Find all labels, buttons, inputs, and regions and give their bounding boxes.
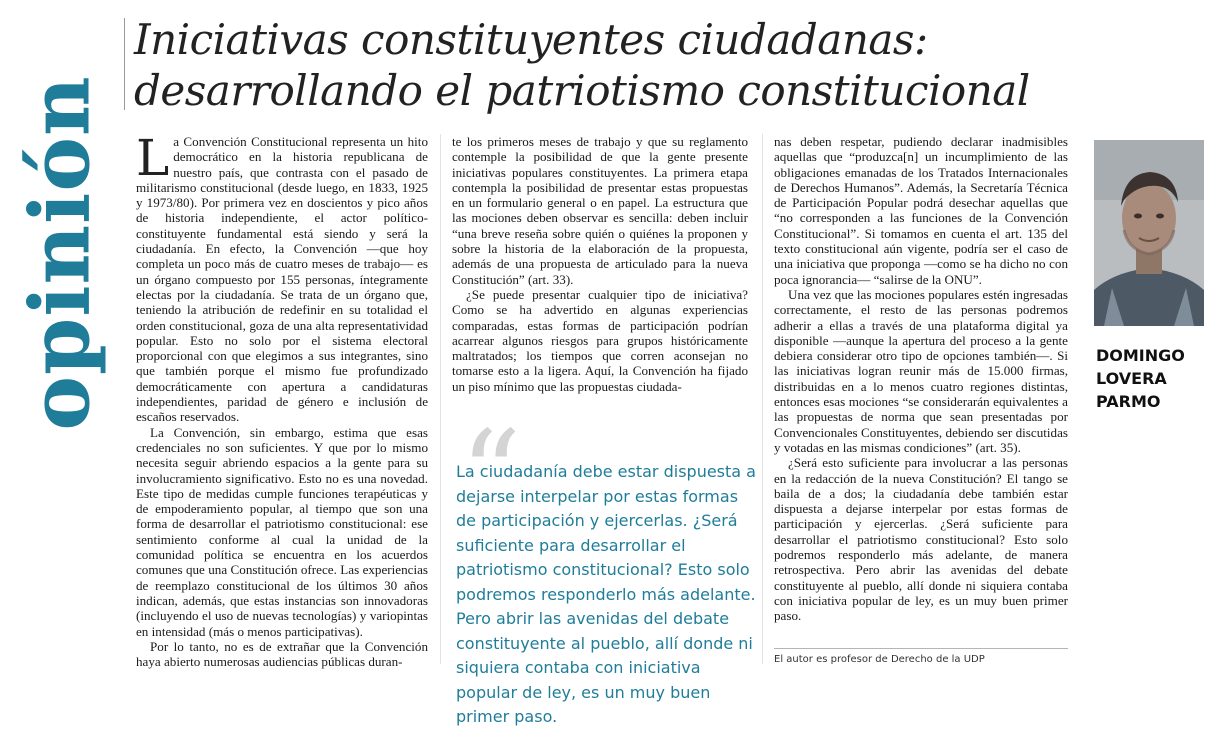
paragraph: Una vez que las mociones populares estén ingresadas correctamente, el resto de las personas podremos adherir a ellas a través de una plataforma digital ya disponible —aunque la apertura del proceso a la gente debiera considerar otro tipo de opciones también—. Si las iniciativas logran reunir más de 15.000 firmas, distribuidas en a lo menos cuatro regiones distintas, entonces esas mociones “se considerarán equivalentes a las propuestas de norma que sean presentadas por Convencionales Constituyentes, debiendo ser discutidas y votadas en las mismas condiciones” (art. 35). [774, 286, 1068, 455]
author-name-line: PARMO [1096, 392, 1161, 411]
quote-mark-icon: “ [460, 406, 522, 545]
section-label-text: opinión [13, 75, 110, 431]
article-headline [134, 14, 1194, 116]
paragraph: ¿Se puede presentar cualquier tipo de iniciativa? Como se ha advertido en algunas experiencias comparadas, estas formas de participación podrían acarrear algunos riesgos para grupos históricamente maltratados; los tiempos que corren aconsejan no tomarse esto a la ligera. Aquí, la Convención ha fijado un piso mínimo que las propuestas ciudada- [452, 286, 748, 394]
footnote-rule [774, 648, 1068, 649]
paragraph: Por lo tanto, no es de extrañar que la Convención haya abierto numerosas audiencias públicas duran- [136, 638, 428, 670]
paragraph-text: a Convención Constitucional representa un hito democrático en la historia republicana de nuestro país, que contrasta con el pasado de militarismo constitucional (desde luego, en 1833, 1925 y 1973/80). Por primera vez en doscientos y pico años de historia independiente, el actor político-constituyente fundamental está siendo y será la ciudadanía. En efecto, la Convención —que hoy completa un poco más de cuatro meses de trabajo— es un órgano compuesto por 155 personas, íntegramente electas por la ciudadanía. Se trata de un órgano que, teniendo la atribución de redefinir en su totalidad el orden constitucional, goza de una alta representatividad popular. Esto no solo por el sistema electoral proporcional con que elegimos a sus integrantes, sino que también porque el mismo fue profundizado democráticamente con apertura a candidaturas independientes, paridad de género e inclusión de escaños reservados. [136, 134, 428, 425]
headline-line-1: Iniciativas constituyentes ciudadanas: [134, 15, 928, 64]
column-rule [440, 134, 441, 664]
author-portrait-image [1094, 140, 1204, 326]
article-column-1 [136, 129, 428, 670]
author-photo [1094, 140, 1204, 326]
author-name [1096, 344, 1185, 413]
author-name-line: LOVERA [1096, 369, 1167, 388]
paragraph: La Convención, sin embargo, estima que esas credenciales no son suficientes. Y que por lo mismo necesita seguir abriendo espacios a la gente para su involucramiento significativo. Esto no es una novedad. Este tipo de medidas cumple funciones terapéuticas y de empoderamiento popular, al tiempo que son una forma de desarrollar el patriotismo constitucional: ese sentimiento conforme al cual la unidad de la comunidad política se encuentra en los acuerdos comunes que una Constitución ofrece. Las experiencias de reemplazo constitucional de los últimos 30 años indican, además, que estas instancias son innovadoras (incluyendo el uso de nuevas tecnologías) y variopintas en intensidad (más o menos participativas). [136, 424, 428, 639]
pull-quote [456, 406, 756, 730]
pull-quote-text: La ciudadanía debe estar dispuesta a dejarse interpelar por estas formas de participación y ejercerlas. ¿Será suficiente para desarrollar el patriotismo constitucional? Esto solo podremos responderlo más adelante. Pero abrir las avenidas del debate constituyente al pueblo, allí donde ni siquiera contaba con iniciativa popular de ley, es un muy buen primer paso. [456, 462, 756, 726]
author-footnote: El autor es profesor de Derecho de la UDP [774, 654, 985, 665]
paragraph [136, 129, 428, 425]
headline-line-2: desarrollando el patriotismo constitucional [134, 66, 1030, 115]
article-column-2 [452, 134, 748, 394]
section-label [2, 18, 120, 488]
article-column-3 [774, 134, 1068, 624]
column-rule [762, 134, 763, 664]
paragraph: te los primeros meses de trabajo y que su reglamento contemple la posibilidad de que la gente presente iniciativas populares constituyentes. La primera etapa contempla la posibilidad de presentar estas propuestas en un formulario general o en papel. La estructura que las mociones deben observar es sencilla: deben incluir “una breve reseña sobre quién o quiénes la proponen y sobre la historia de la elaboración de la propuesta, además de una propuesta de articulado para la nueva Constitución” (art. 33). [452, 134, 748, 287]
paragraph: ¿Será esto suficiente para involucrar a las personas en la redacción de la nueva Constitución? El tango se baila de a dos; la ciudadanía debe también estar dispuesta a dejarse interpelar por estas formas de participación y ejercerlas. ¿Será suficiente para desarrollar el patriotismo constitucional? Esto solo podremos responderlo más adelante, de manera retrospectiva. Pero abrir las avenidas del debate constituyente al pueblo, allí donde ni siquiera contaba con iniciativa popular de ley, es un muy buen primer paso. [774, 455, 1068, 624]
author-name-line: DOMINGO [1096, 346, 1185, 365]
header-divider [124, 18, 125, 110]
drop-cap: L [136, 129, 170, 187]
paragraph: nas deben respetar, pudiendo declarar inadmisibles aquellas que “produzca[n] un incumplimiento de las obligaciones emanadas de los Tratados Internacionales de Derechos Humanos”. Además, la Secretaría Técnica de Participación Popular podrá desechar aquellas que “no corresponden a las funciones de la Convención Constitucional”. Si tomamos en cuenta el art. 135 del texto constitucional aún vigente, podría ser el caso de una iniciativa que proponga —como se ha dicho no con poca ignorancia— “salirse de la ONU”. [774, 134, 1068, 287]
